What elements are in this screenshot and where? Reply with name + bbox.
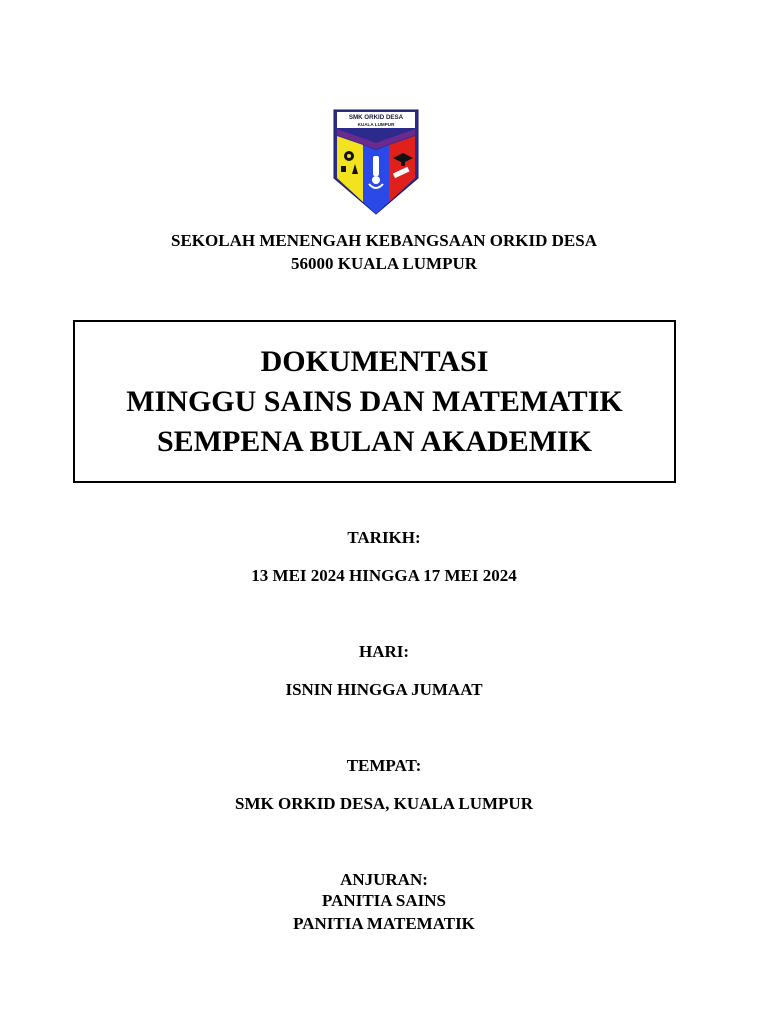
school-crest-logo: [333, 108, 419, 216]
date-value: 13 MEI 2024 HINGGA 17 MEI 2024: [251, 566, 517, 585]
day-value: ISNIN HINGGA JUMAAT: [285, 680, 483, 699]
place-value: SMK ORKID DESA, KUALA LUMPUR: [235, 794, 533, 813]
date-label: TARIKH:: [347, 528, 421, 547]
organizer-label: ANJURAN:: [340, 870, 428, 889]
title-line-3: SEMPENA BULAN AKADEMIK: [156, 424, 593, 458]
school-address: 56000 KUALA LUMPUR: [290, 254, 478, 273]
title-box: [73, 320, 676, 483]
day-label: HARI:: [358, 642, 410, 661]
school-name: SEKOLAH MENENGAH KEBANGSAAN ORKID DESA: [170, 231, 597, 250]
title-line-2: MINGGU SAINS DAN MATEMATIK: [126, 384, 623, 418]
crest-city: KUALA LUMPUR: [357, 122, 395, 127]
crest-school-name: SMK ORKID DESA: [348, 114, 404, 121]
place-label: TEMPAT:: [346, 756, 422, 775]
organizer-science: PANITIA SAINS: [322, 891, 446, 910]
title-line-1: DOKUMENTASI: [260, 344, 489, 378]
organizer-math: PANITIA MATEMATIK: [293, 914, 475, 933]
